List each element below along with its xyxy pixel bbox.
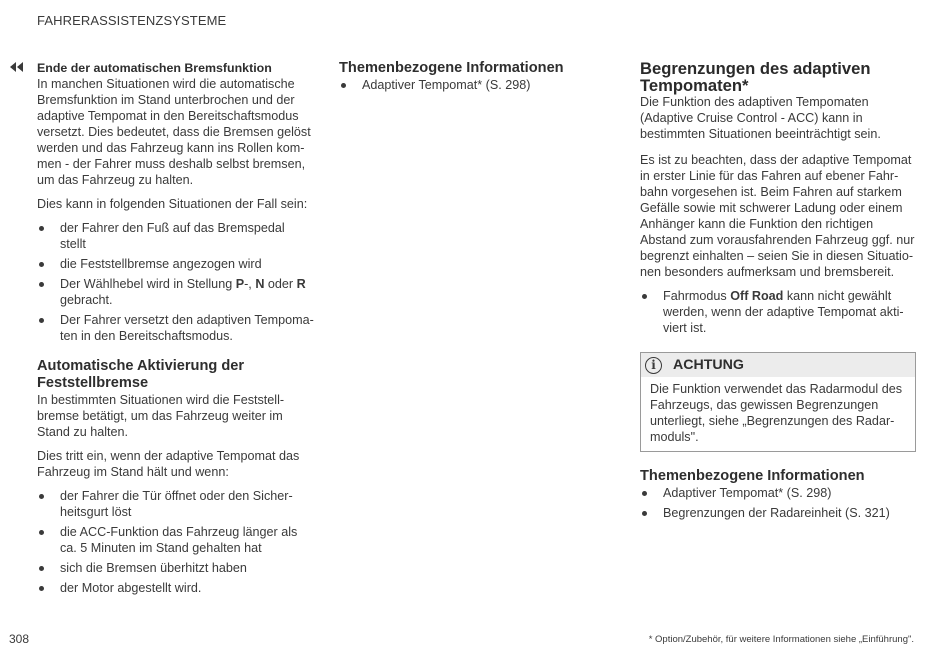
list-item: der Fahrer den Fuß auf das Bremspedal stellt (37, 220, 317, 252)
column-middle (339, 60, 579, 101)
related-link-adaptive-cruise[interactable]: Adaptiver Tempomat* (S. 298) (339, 77, 579, 93)
paragraph: Dies kann in folgenden Situationen der Fall sein: (37, 197, 308, 211)
related-info-title: Themenbezogene Informationen (640, 468, 865, 484)
list-item: Fahrmodus Off Road kann nicht gewählt werden, wenn der adaptive Tempomat akti- viert ist. (640, 288, 916, 336)
list-item: sich die Bremsen überhitzt haben (37, 560, 317, 576)
info-icon: i (645, 357, 662, 374)
bullet-list (640, 288, 916, 336)
related-link-adaptive-cruise[interactable]: Adaptiver Tempomat* (S. 298) (640, 485, 916, 501)
list-item: Der Wählhebel wird in Stellung P-, N oder R gebracht. (37, 276, 317, 308)
list-item: der Fahrer die Tür öffnet oder den Sicher- heitsgurt löst (37, 488, 317, 520)
related-link-radar-limits[interactable]: Begrenzungen der Radareinheit (S. 321) (640, 505, 916, 521)
gear-symbol-r: R (296, 277, 306, 291)
bullet-icon (39, 494, 44, 499)
bullet-icon (39, 318, 44, 323)
related-info-list (339, 77, 579, 93)
related-info-title: Themenbezogene Informationen (339, 60, 564, 76)
page-number: 308 (9, 632, 30, 646)
bullet-icon (341, 83, 346, 88)
warning-box (640, 352, 916, 452)
bullet-icon (39, 262, 44, 267)
paragraph: In bestimmten Situationen wird die Feststell- bremse betätigt, um das Fahrzeug weiter im Stand zu halten. (37, 393, 285, 439)
bullet-icon (39, 566, 44, 571)
column-right (640, 60, 916, 529)
list-item: die ACC-Funktion das Fahrzeug länger als ca. 5 Minuten im Stand gehalten hat (37, 524, 317, 556)
list-item: die Feststellbremse angezogen wird (37, 256, 317, 272)
section-title-acc-limits: Begrenzungen des adaptiven Tempomaten* (640, 59, 871, 95)
list-item: der Motor abgestellt wird. (37, 580, 317, 596)
page-header: FAHRERASSISTENZSYSTEME (37, 13, 227, 28)
section-title-parking-brake: Automatische Aktivierung der Feststellbremse (37, 358, 245, 391)
bullet-icon (642, 511, 647, 516)
warning-text: Die Funktion verwendet das Radarmodul des Fahrzeugs, das gewissen Begrenzungen unterliegt, siehe „Begrenzungen des Radar- moduls". (650, 382, 903, 444)
warning-title: ACHTUNG (673, 357, 744, 373)
column-left (37, 60, 317, 604)
drive-mode-name: Off Road (730, 289, 784, 303)
list-item: Der Fahrer versetzt den adaptiven Tempoma- ten in den Bereitschaftsmodus. (37, 312, 317, 344)
paragraph: Es ist zu beachten, dass der adaptive Tempomat in erster Linie für das Fahren auf ebener Fahr- bahn vorgesehen ist. Beim Fahren auf starkem Gefälle sowie mit schwerer Ladung oder einem Anhänger kann die Funktion den richtigen Abstand zum vorausfahrenden Fahrzeug ggf. nur begrenzt einhalten – seien Sie in diesen Situatio- nen besonders aufmerksam und bremsbereit. (640, 153, 915, 279)
paragraph: Dies tritt ein, wenn der adaptive Tempomat das Fahrzeug im Stand hält und wenn: (37, 449, 300, 479)
bullet-icon (39, 586, 44, 591)
related-info-list (640, 485, 916, 521)
bullet-icon (39, 282, 44, 287)
footnote: * Option/Zubehör, für weitere Informationen siehe „Einführung". (648, 634, 914, 645)
paragraph: In manchen Situationen wird die automatische Bremsfunktion im Stand unterbrochen und der adaptive Tempomat in den Bereitschaftsmodus versetzt. Dies bedeutet, dass die Bremsen gelöst werden und das Fahrzeug kann ins Rollen kom- men - der Fahrer muss deshalb selbst bremsen, um das Fahrzeug zu halten. (37, 77, 311, 187)
intro-paragraph: Die Funktion des adaptiven Tempomaten (Adaptive Cruise Control - ACC) kann in bestimmten Situationen beeinträchtigt sein. (640, 95, 881, 141)
bullet-icon (642, 491, 647, 496)
section-title-brake-end: Ende der automatischen Bremsfunktion (37, 61, 272, 75)
gear-symbol-n: N (255, 277, 265, 291)
bullet-icon (39, 226, 44, 231)
double-chevron-left-icon[interactable] (9, 61, 25, 73)
warning-header (641, 353, 915, 377)
bullet-list (37, 220, 317, 344)
bullet-list (37, 488, 317, 596)
bullet-icon (642, 294, 647, 299)
bullet-icon (39, 530, 44, 535)
gear-symbol-p: P (235, 277, 245, 291)
